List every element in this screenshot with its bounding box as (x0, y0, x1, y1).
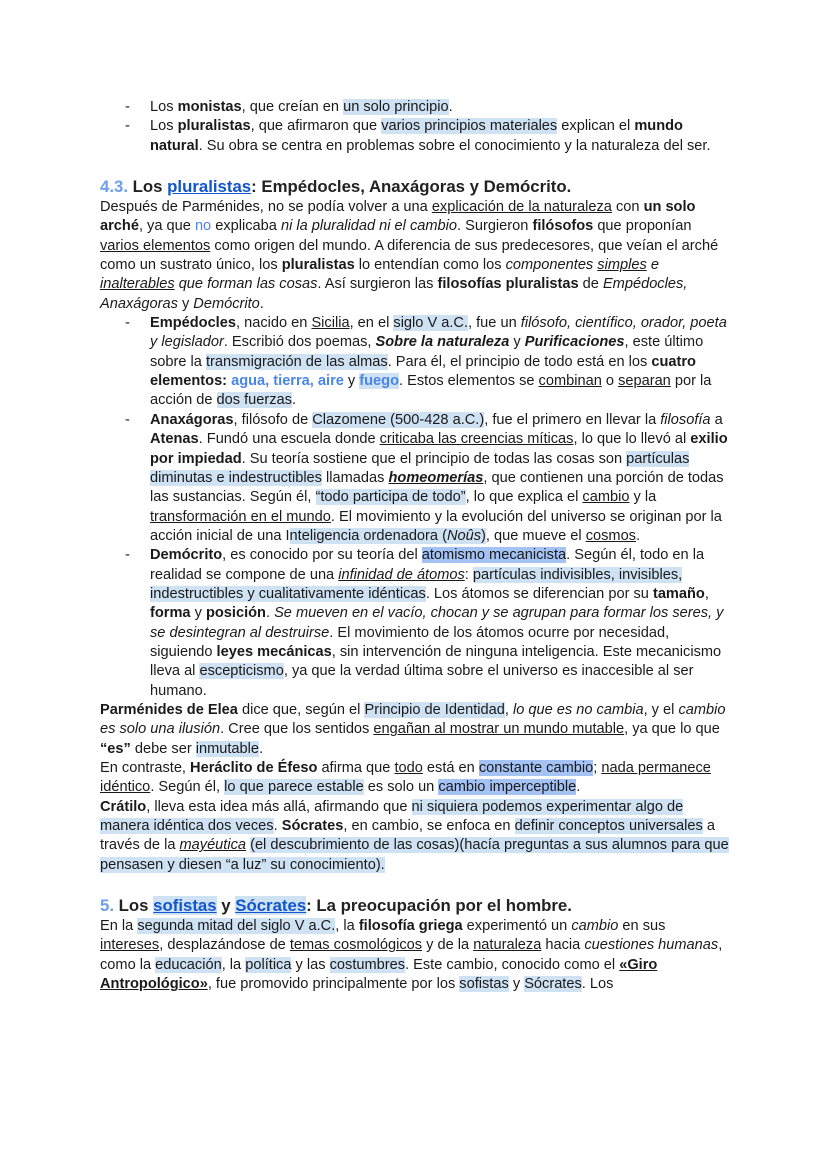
text-run: posición (205, 605, 266, 622)
highlight: segunda mitad del siglo V a.C. (137, 918, 336, 935)
text-run: Sicilia (311, 315, 350, 332)
paragraph (100, 759, 732, 798)
text-run: separan (618, 373, 671, 390)
text-run: y (343, 373, 360, 390)
text-run: forma (150, 605, 191, 622)
heading-number: 4.3. (100, 177, 128, 197)
highlight: ) (481, 527, 486, 544)
text-run: explican el (557, 118, 635, 135)
highlight: política (245, 956, 292, 973)
text-run: Los (128, 177, 168, 197)
text-run: Demócrito (193, 295, 260, 312)
text-run: de (578, 276, 603, 293)
text-run: , en el (349, 315, 394, 332)
text-run: , sin intervención de ninguna inteligencia. Este mecanicismo lleva al (150, 643, 722, 680)
text-run: y (216, 896, 236, 916)
highlight: partículas diminutas e indestructibles (150, 450, 690, 486)
text-run: . Según él, todo en la realidad se compone de una (150, 547, 705, 583)
text-run: . Escribió dos poemas, (223, 334, 376, 351)
text-run: a través de la (100, 818, 715, 854)
paragraph (100, 917, 732, 994)
text-run: cambio es solo una ilusión (100, 701, 726, 738)
text-run: todo (394, 760, 423, 776)
text-run: que proponían (593, 218, 692, 235)
text-run: . Surgieron (457, 218, 533, 235)
text-run: . (635, 527, 641, 544)
text-run: que forman las cosas (174, 276, 318, 293)
text-run: combinan (538, 373, 602, 390)
text-run: un solo arché (100, 199, 696, 235)
text-run: En contraste, (100, 760, 191, 776)
text-run: filosofía griega (358, 918, 463, 935)
text-run: . (259, 295, 264, 312)
text-run: criticaba las creencias míticas (379, 431, 574, 448)
text-run: es solo un (363, 779, 439, 796)
text-run: componentes (505, 257, 598, 274)
text-run: . Fundó una escuela donde (198, 431, 380, 448)
text-run: tamaño (652, 585, 705, 602)
text-run: , fue el primero en llevar la (484, 411, 661, 428)
text-run: , nacido en (235, 315, 312, 332)
text-run: , ya que (138, 218, 195, 235)
text-run: lo entendían como los (354, 257, 506, 274)
text-run: explicaba (211, 218, 281, 235)
highlight: inmutable (195, 740, 260, 757)
text-run: transformación en el mundo (150, 508, 331, 525)
highlight: escepticismo (199, 663, 284, 680)
text-run: : Empédocles, Anaxágoras y Demócrito. (251, 177, 572, 197)
highlight-strong: constante cambio (478, 760, 594, 776)
text-run: . Los (581, 976, 614, 993)
text-run: cosmos (585, 527, 636, 544)
highlight: ni siquiera podemos experimentar algo de manera idéntica dos veces (100, 798, 684, 835)
text-run: . Cree que los sentidos (220, 721, 374, 738)
text-run: en sus (618, 918, 666, 935)
text-run: , en cambio, se enfoca en (343, 818, 515, 835)
bullet-dash: - (125, 315, 130, 332)
highlight: lo que parece estable (224, 779, 364, 796)
text-run: . (448, 99, 453, 115)
text-run: , que creían en (241, 99, 344, 115)
highlight: dos fuerzas (216, 392, 292, 409)
text-run: Los (114, 896, 154, 916)
text-run: mundo natural (150, 118, 683, 154)
text-run: no (194, 218, 212, 235)
section-heading (100, 895, 732, 917)
paragraph (100, 198, 732, 314)
text-run: naturaleza (473, 937, 542, 954)
text-run: Parménides de Elea (100, 701, 238, 718)
bullet-item (100, 546, 732, 701)
highlight: siglo V a.C. (393, 315, 469, 332)
text-run: y de la (422, 937, 474, 954)
text-run: , lleva esta idea más allá, afirmando que (146, 798, 412, 815)
bullet-dash: - (125, 411, 130, 428)
text-run: . (259, 740, 264, 757)
text-run: , ya que la verdad última sobre el universo es inaccesible al ser humano. (150, 663, 694, 699)
text-run: . Estos elementos se (399, 373, 539, 390)
text-run: debe ser (130, 740, 196, 757)
text-run: , este último sobre la (150, 334, 704, 370)
highlight-strong: atomismo mecanicista (421, 547, 567, 564)
text-run: Los (150, 118, 178, 135)
text-run: mayéutica (179, 837, 247, 854)
text-run: , lo que lo llevó al (573, 431, 691, 448)
highlight: educación (155, 956, 222, 973)
text-run: Sócrates (281, 818, 344, 835)
bullet-item (100, 98, 732, 117)
text-run: , y el (643, 701, 679, 718)
text-run: agua, tierra, aire (231, 373, 344, 390)
text-run: Atenas (150, 431, 199, 448)
text-run: Los (150, 99, 178, 115)
text-run: simples (597, 257, 647, 274)
text-run: leyes mecánicas (216, 643, 332, 660)
text-run: pluralistas (281, 257, 355, 274)
highlight: varios principios materiales (381, 118, 558, 135)
link[interactable]: Sócrates (235, 896, 307, 916)
text-run: o (601, 373, 619, 390)
text-run: , fue promovido principalmente por los (207, 976, 460, 993)
text-run: . Su obra se centra en problemas sobre el conocimiento y la naturaleza del ser. (198, 137, 711, 154)
text-run: Se mueven en el vacío, chocan y se agrupan para formar los seres, y se desintegran al destruirse (150, 605, 724, 641)
text-run: como origen del mundo. A diferencia de sus predecesores, que veían el arché como un sustrato único, los (100, 237, 719, 274)
text-run: , lo que explica el (465, 489, 583, 506)
text-run: experimentó un (462, 918, 572, 935)
text-run: homeomerías (388, 469, 484, 486)
text-run: y las (291, 956, 330, 973)
highlight: “todo participa de todo” (315, 489, 466, 506)
bullet-dash: - (125, 118, 130, 135)
text-run: . (265, 605, 275, 622)
text-run: , la (335, 918, 359, 935)
text-run: , (704, 585, 709, 602)
text-run: Empédocles (150, 315, 236, 332)
text-run: y (177, 295, 194, 312)
text-run: Heráclito de Éfeso (190, 760, 318, 776)
highlight: Principio de Identidad (364, 701, 505, 718)
text-run: . (291, 392, 297, 409)
link[interactable]: pluralistas (167, 177, 252, 197)
text-run: y la (629, 489, 657, 506)
highlight: definir conceptos universales (514, 818, 703, 835)
text-run: y (190, 605, 206, 622)
text-run: , que mueve el (485, 527, 586, 544)
text-run: , ya que lo que (624, 721, 720, 738)
highlight: nteligencia ordenadora ( (289, 527, 447, 544)
text-run: y (509, 334, 525, 351)
text-run: Purificaciones (524, 334, 625, 351)
highlight: Noûs (446, 527, 482, 544)
text-run: Sobre la naturaleza (375, 334, 510, 351)
paragraph (100, 701, 732, 759)
highlight-strong: cambio imperceptible (438, 779, 577, 796)
text-run: y (508, 976, 525, 993)
heading-number: 5. (100, 896, 114, 916)
text-run: cuatro elementos: (150, 353, 696, 390)
text-run: varios elementos (100, 237, 211, 254)
text-run: . (576, 779, 581, 796)
text-run: . Este cambio, conocido como el (405, 956, 620, 973)
document-page (100, 98, 732, 994)
text-run: cuestiones humanas (584, 937, 719, 954)
text-run: , desplazándose de (159, 937, 290, 954)
highlight: (el descubrimiento de las cosas)(hacía preguntas a sus alumnos para que pensasen y diesen “a luz” su conocimiento). (100, 837, 729, 873)
text-run: Demócrito (150, 547, 223, 564)
text-run: inalterables (100, 276, 175, 293)
text-run: a (710, 411, 723, 428)
text-run: . (273, 818, 282, 835)
text-run: cambio (571, 918, 619, 935)
text-run: dice que, según el (237, 701, 365, 718)
text-run: nada permanece idéntico (100, 760, 711, 796)
text-run: por la acción de (150, 373, 712, 409)
text-run: monistas (177, 99, 242, 115)
text-run: ni la pluralidad ni el cambio (280, 218, 457, 235)
bullet-dash: - (125, 547, 130, 564)
text-run: temas cosmológicos (289, 937, 423, 954)
text-run: En la (100, 918, 138, 935)
text-run: e (646, 257, 659, 274)
text-run: pluralistas (177, 118, 251, 135)
text-run: está en (422, 760, 479, 776)
text-run: Crátilo (100, 798, 147, 815)
bullet-item (100, 117, 732, 156)
bullet-dash: - (125, 99, 130, 115)
text-run: lo que es no cambia (512, 701, 644, 718)
text-run: , es conocido por su teoría del (222, 547, 422, 564)
text-run: , (504, 701, 513, 718)
text-run: Después de Parménides, no se podía volver a una (100, 199, 432, 216)
text-run: . Los átomos se diferencian por su (425, 585, 653, 602)
text-run: exilio por impiedad (150, 431, 728, 467)
highlight: un solo principio (343, 99, 449, 115)
text-run: filosofías pluralistas (437, 276, 579, 293)
bullet-item (100, 411, 732, 546)
text-run: . El movimiento y la evolución del universo se originan por la acción inicial de una I (150, 508, 722, 544)
text-run: . Para él, el principio de todo está en los (387, 353, 652, 370)
text-run: , como la (100, 937, 723, 973)
text-run: infinidad de átomos (338, 566, 465, 583)
text-run: filosofía (660, 411, 711, 428)
text-run: “es” (100, 740, 131, 757)
text-run: Anaxágoras (150, 411, 234, 428)
text-run: , la (221, 956, 246, 973)
text-run: hacia (541, 937, 585, 954)
link[interactable]: sofistas (153, 896, 217, 916)
text-run: llamadas (321, 469, 389, 486)
text-run: «Giro Antropológico» (100, 956, 658, 993)
paragraph (100, 798, 732, 875)
text-run: explicación de la naturaleza (431, 199, 612, 216)
text-run: . Según él, (150, 779, 225, 796)
text-run: : (464, 566, 473, 583)
text-run: cambio (582, 489, 630, 506)
text-run: . El movimiento de los átomos ocurre por necesidad, siguiendo (150, 624, 670, 660)
text-run: ; (593, 760, 602, 776)
highlight: sofistas (459, 976, 509, 993)
text-run: con (611, 199, 644, 216)
highlight: Clazomene (500-428 a.C.) (312, 411, 485, 428)
text-run: . Su teoría sostiene que el principio de todas las cosas son (241, 450, 627, 467)
highlight: partículas indivisibles, invisibles, indestructibles y cualitativamente idénticas (150, 566, 683, 602)
text-run: , que contienen una porción de todas las sustancias. Según él, (150, 469, 724, 506)
section-heading (100, 176, 732, 198)
text-run: : La preocupación por el hombre. (306, 896, 572, 916)
text-run: , que afirmaron que (250, 118, 382, 135)
highlight: transmigración de las almas (205, 353, 388, 370)
text-run: afirma que (317, 760, 395, 776)
text-run: , filósofo de (233, 411, 313, 428)
text-run: filósofos (532, 218, 594, 235)
text-run: Empédocles, Anaxágoras (100, 276, 688, 312)
text-run: engañan al mostrar un mundo mutable (373, 721, 625, 738)
text-run: , fue un (468, 315, 521, 332)
highlight: costumbres (329, 956, 406, 973)
text-run: intereses (100, 937, 160, 954)
bullet-item (100, 314, 732, 411)
highlight: fuego (359, 373, 400, 390)
highlight: Sócrates (524, 976, 582, 993)
text-run: filósofo, científico, orador, poeta y legislador (150, 315, 727, 351)
text-run: . Así surgieron las (317, 276, 438, 293)
